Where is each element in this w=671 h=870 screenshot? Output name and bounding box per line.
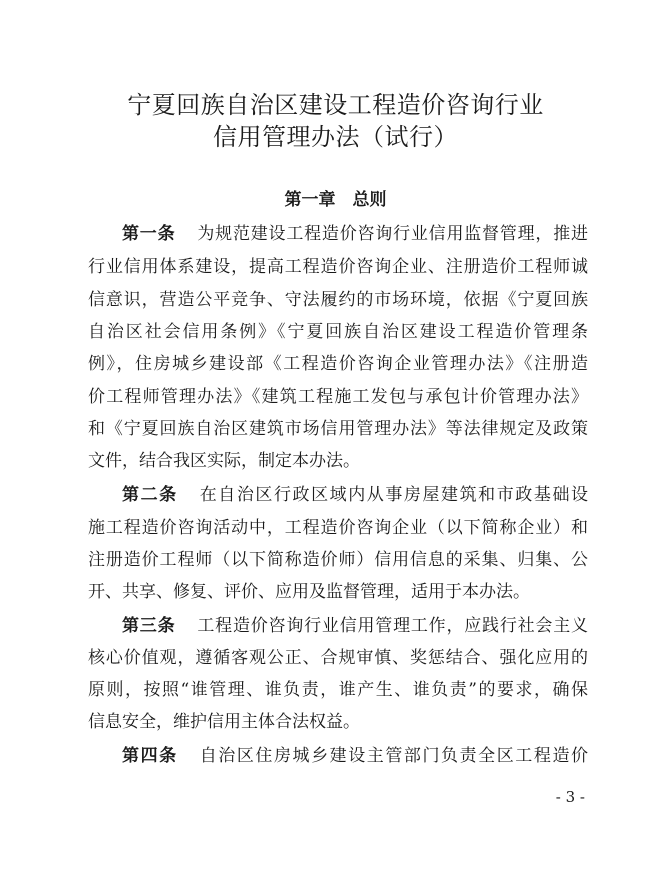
chapter-heading: 第一章 总则 bbox=[284, 190, 387, 210]
article-4-label: 第四条 bbox=[122, 746, 178, 766]
article-2-line-4: 开、共享、修复、评价、应用及监督管理，适用于本办法。 bbox=[88, 582, 530, 602]
article-1-line-5: 例》，住房城乡建设部《工程造价咨询企业管理办法》《注册造 bbox=[88, 354, 588, 374]
article-1-line-8: 文件，结合我区实际，制定本办法。 bbox=[88, 451, 360, 471]
article-4-text-1: 自治区住房城乡建设主管部门负责全区工程造价 bbox=[199, 746, 589, 766]
document-title-line-2: 信用管理办法（试行） bbox=[213, 123, 458, 151]
article-1-line-3: 信意识，营造公平竞争、守法履约的市场环境，依据《宁夏回族 bbox=[88, 290, 588, 310]
article-4-line-1 bbox=[122, 744, 588, 768]
article-2-line-1 bbox=[122, 483, 588, 507]
article-2-text-1: 在自治区行政区域内从事房屋建筑和市政基础设 bbox=[199, 485, 589, 505]
article-3-text-1: 工程造价咨询行业信用管理工作，应践行社会主义 bbox=[197, 616, 588, 636]
article-3-line-3: 原则，按照“谁管理、谁负责，谁产生、谁负责”的要求，确保 bbox=[88, 680, 588, 700]
page-number: - 3 - bbox=[555, 788, 585, 806]
article-3-line-4: 信息安全，维护信用主体合法权益。 bbox=[88, 712, 360, 732]
article-1-line-7: 和《宁夏回族自治区建筑市场信用管理办法》等法律规定及政策 bbox=[88, 419, 588, 439]
article-1-text-1: 为规范建设工程造价咨询行业信用监督管理，推进 bbox=[197, 224, 588, 244]
article-3-label: 第三条 bbox=[122, 616, 176, 636]
article-1-label: 第一条 bbox=[122, 224, 176, 244]
article-2-label: 第二条 bbox=[122, 485, 178, 505]
article-1-line-4: 自治区社会信用条例》《宁夏回族自治区建设工程造价管理条 bbox=[88, 322, 588, 342]
article-1-line-6: 价工程师管理办法》《建筑工程施工发包与承包计价管理办法》 bbox=[88, 387, 588, 407]
article-2-line-2: 施工程造价咨询活动中，工程造价咨询企业（以下简称企业）和 bbox=[88, 518, 588, 538]
document-title-line-1: 宁夏回族自治区建设工程造价咨询行业 bbox=[127, 91, 544, 119]
article-1-line-1 bbox=[122, 222, 588, 246]
article-3-line-2: 核心价值观，遵循客观公正、合规审慎、奖惩结合、强化应用的 bbox=[88, 648, 588, 668]
article-1-line-2: 行业信用体系建设，提高工程造价咨询企业、注册造价工程师诚 bbox=[88, 257, 588, 277]
article-2-line-3: 注册造价工程师（以下简称造价师）信用信息的采集、归集、公 bbox=[88, 550, 588, 570]
article-3-line-1 bbox=[122, 614, 588, 638]
